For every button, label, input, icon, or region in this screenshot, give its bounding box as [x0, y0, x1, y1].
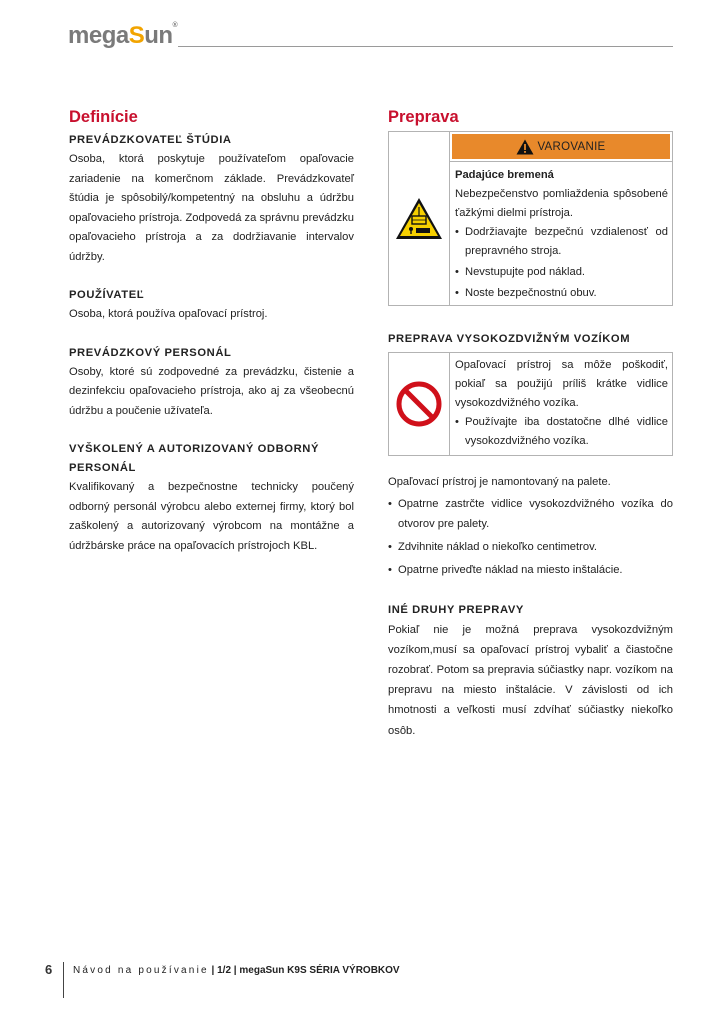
- forklift-step-move: • Opatrne priveďte náklad na miesto inštalácie.: [388, 560, 673, 580]
- forklift-step-insert: • Opatrne zastrčte vidlice vysokozdvižného vozíka do otvorov pre palety.: [388, 494, 673, 534]
- logo-text-s: S: [128, 22, 145, 49]
- definition-heading-technician: VYŠKOLENÝ A AUTORIZOVANÝ ODBORNÝ PERSONÁL: [69, 443, 320, 474]
- footer-doc-title: Návod na používanie: [73, 965, 209, 976]
- definition-text-technician: Kvalifikovaný a bezpečnostne technicky poučený odborný personál výrobcu alebo externej firmy, ktorý bol zaškolený a autorizovaný výrobcom na montážne a údržbárske práce na opaľovacích prístrojoch KBL.: [69, 481, 354, 552]
- definitions-column: [69, 108, 354, 556]
- warning-label: VAROVANIE: [537, 140, 606, 153]
- other-transport-heading: INÉ DRUHY PREPRAVY: [388, 603, 524, 616]
- warning-bullet-distance: • Dodržiavajte bezpečnú vzdialenosť od prepravného stroja.: [455, 223, 668, 261]
- footer-divider: [63, 962, 64, 998]
- definition-heading-staff: PREVÁDZKOVÝ PERSONÁL: [69, 346, 232, 359]
- definition-heading-user: POUŽÍVATEĽ: [69, 289, 145, 301]
- brand-logo: [68, 22, 177, 50]
- warning-text: Nebezpečenstvo pomliaždenia spôsobené ťažkými dielmi prístroja.: [455, 188, 668, 219]
- forklift-caution-text: Opaľovací prístroj sa môže poškodiť, pokiaľ sa použijú príliš krátke vidlice vysokozdvižného vozíka.: [455, 359, 668, 409]
- forklift-heading: PREPRAVA VYSOKOZDVIŽNÝM VOZÍKOM: [388, 333, 631, 345]
- footer-text: [73, 962, 400, 976]
- logo-text-un: un: [144, 22, 173, 49]
- registered-mark: ®: [172, 22, 178, 29]
- warning-label-bar: [452, 134, 670, 159]
- definition-text-operator: Osoba, ktorá poskytuje používateľom opaľovacie zariadenie na komerčnom základe. Prevádzkovateľ štúdia je spôsobilý/kompetentný na obsluhu a údržbu opaľovacieho prístroja. Zodpovedá za správnu prevádzku opaľovacieho prístroja a za dodržiavanie intervalov údržby.: [69, 153, 354, 263]
- warning-box: [388, 131, 673, 306]
- warning-bullet-no-stand: • Nevstupujte pod náklad.: [455, 263, 668, 282]
- footer-doc-part: | 1/2 | megaSun K9S SÉRIA VÝROBKOV: [211, 965, 400, 976]
- definition-text-user: Osoba, ktorá používa opaľovací prístroj.: [69, 308, 268, 320]
- forklift-caution-bullet: • Používajte iba dostatočne dlhé vidlice vysokozdvižného vozíka.: [455, 413, 668, 451]
- forklift-caution-box: [388, 352, 673, 456]
- definition-text-staff: Osoby, ktoré sú zodpovedné za prevádzku, čistenie a dezinfekciu opaľovacieho prístroja, ako aj za všeobecnú údržbu a poučenie užívateľa.: [69, 365, 354, 417]
- header-rule: [178, 46, 673, 47]
- forklift-step-lift: • Zdvihnite náklad o niekoľko centimetrov.: [388, 537, 673, 557]
- page-footer: [45, 962, 400, 998]
- prohibition-picture: [389, 353, 450, 455]
- prohibition-icon: [396, 381, 442, 427]
- transport-column: [388, 108, 673, 741]
- logo-text-mega: mega: [68, 22, 129, 49]
- exclamation-triangle-icon: [516, 139, 534, 155]
- definition-heading-operator: PREVÁDZKOVATEĽ ŠTÚDIA: [69, 134, 232, 146]
- falling-load-warning-icon: [394, 196, 444, 242]
- falling-load-picture: [389, 132, 450, 305]
- transport-title: Preprava: [388, 108, 459, 126]
- warning-heading: Padajúce bremená: [455, 169, 554, 181]
- page-number: 6: [45, 962, 53, 977]
- definitions-title: Definície: [69, 108, 138, 126]
- pallet-intro: Opaľovací prístroj je namontovaný na palete.: [388, 476, 611, 488]
- other-transport-text: Pokiaľ nie je možná preprava vysokozdvižným vozíkom,musí sa opaľovací prístroj vybaliť a čiastočne rozobrať. Potom sa prepravia súčiastky napr. vozíkom na prepravu na miesto inštalácie. V závislosti od ich hmotnosti a veľkosti musí zdvíhať súčiastky niekoľko osôb.: [388, 623, 673, 737]
- warning-bullet-shoes: • Noste bezpečnostnú obuv.: [455, 284, 668, 303]
